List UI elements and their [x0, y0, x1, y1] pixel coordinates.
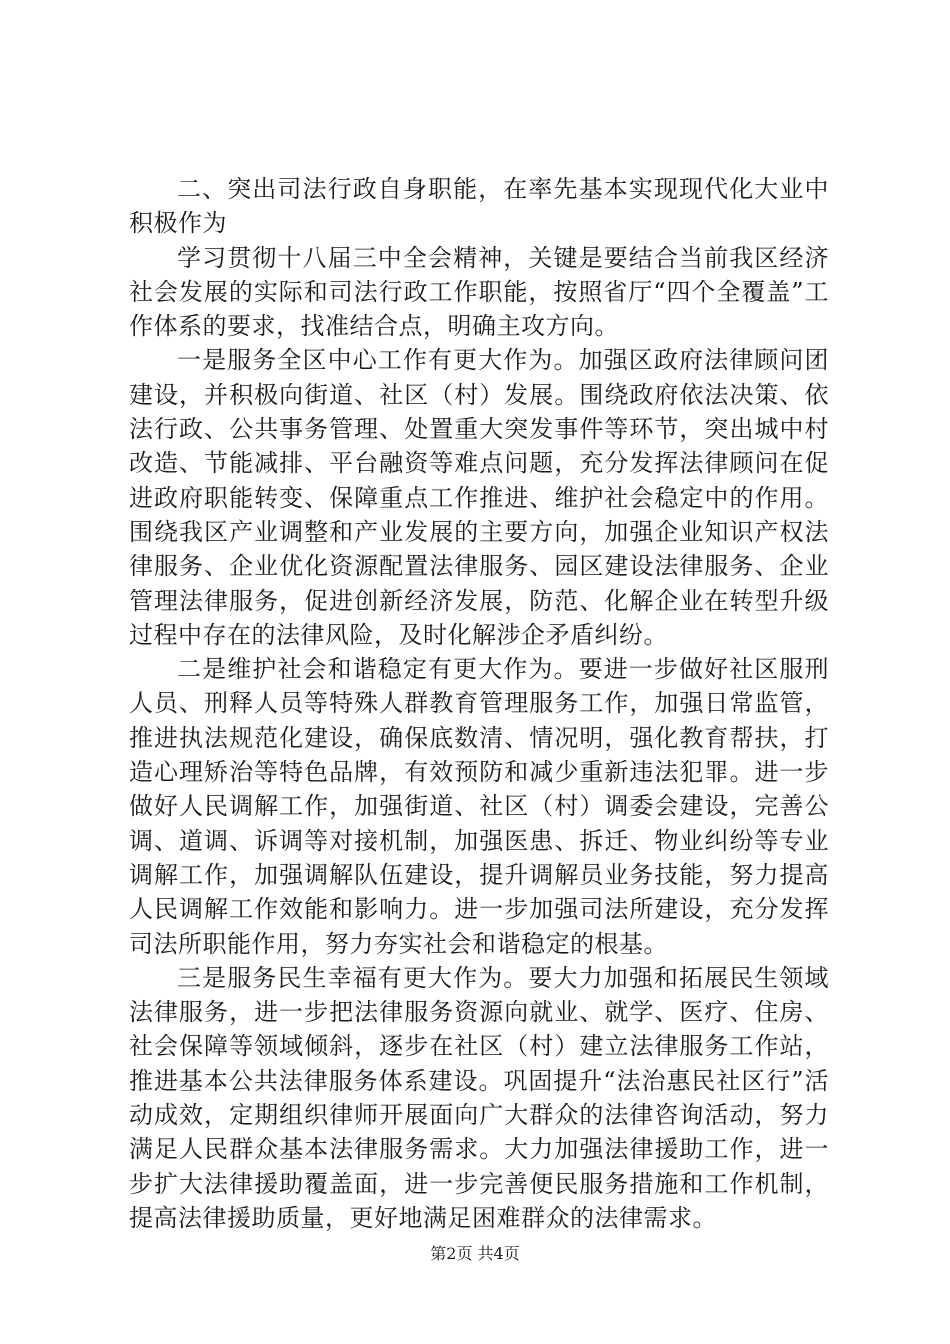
document-body — [129, 172, 829, 1235]
point-three-paragraph: 三是服务民生幸福有更大作为。要大力加强和拓展民生领域法律服务，进一步把法律服务资源向就业、就学、医疗、住房、社会保障等领域倾斜，逐步在社区（村）建立法律服务工作站，推进基本公共法律服务体系建设。巩固提升“法治惠民社区行”活动成效，定期组织律师开展面向广大群众的法律咨询活动，努力满足人民群众基本法律服务需求。大力加强法律援助工作，进一步扩大法律援助覆盖面，进一步完善便民服务措施和工作机制，提高法律援助质量，更好地满足困难群众的法律需求。 — [129, 963, 829, 1232]
point-two-paragraph: 二是维护社会和谐稳定有更大作为。要进一步做好社区服刑人员、刑释人员等特殊人群教育管理服务工作，加强日常监管，推进执法规范化建设，确保底数清、情况明，强化教育帮扶，打造心理矫治等特色品牌，有效预防和减少重新违法犯罪。进一步做好人民调解工作，加强街道、社区（村）调委会建设，完善公调、道调、诉调等对接机制，加强医患、拆迁、物业纠纷等专业调解工作，加强调解队伍建设，提升调解员业务技能，努力提高人民调解工作效能和影响力。进一步加强司法所建设，充分发挥司法所职能作用，努力夯实社会和谐稳定的根基。 — [129, 655, 829, 958]
section-heading-paragraph: 二、突出司法行政自身职能，在率先基本实现现代化大业中积极作为 — [129, 175, 829, 238]
point-one-paragraph: 一是服务全区中心工作有更大作为。加强区政府法律顾问团建设，并积极向街道、社区（村）发展。围绕政府依法决策、依法行政、公共事务管理、处置重大突发事件等环节，突出城中村改造、节能减排、平台融资等难点问题，充分发挥法律顾问在促进政府职能转变、保障重点工作推进、维护社会稳定中的作用。围绕我区产业调整和产业发展的主要方向，加强企业知识产权法律服务、企业优化资源配置法律服务、园区建设法律服务、企业管理法律服务，促进创新经济发展，防范、化解企业在转型升级过程中存在的法律风险，及时化解涉企矛盾纠纷。 — [129, 346, 829, 649]
intro-paragraph: 学习贯彻十八届三中全会精神，关键是要结合当前我区经济社会发展的实际和司法行政工作职能，按照省厅“四个全覆盖”工作体系的要求，找准结合点，明确主攻方向。 — [129, 243, 829, 341]
page-number-footer: 第2页 共4页 — [430, 1244, 520, 1263]
